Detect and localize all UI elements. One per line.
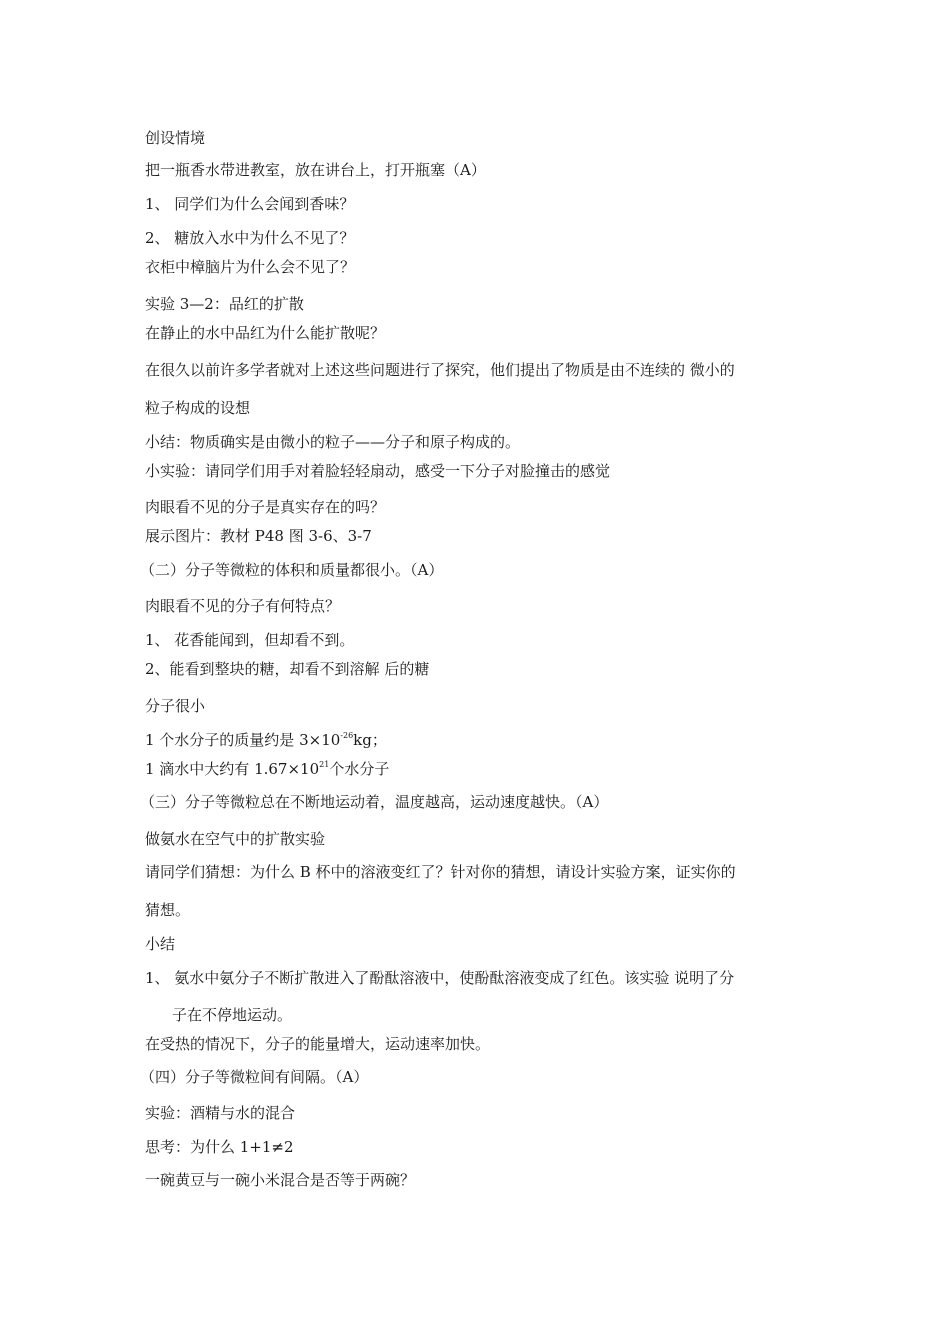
formula-unit: kg； bbox=[353, 731, 387, 749]
paragraph: 在静止的水中品红为什么能扩散呢？ bbox=[145, 324, 386, 342]
paragraph: 在受热的情况下，分子的能量增大，运动速率加快。 bbox=[145, 1035, 491, 1053]
formula-exponent: -26 bbox=[340, 731, 354, 740]
paragraph: 粒子构成的设想 bbox=[145, 399, 251, 417]
paragraph: 小实验：请同学们用手对着脸轻轻扇动，感受一下分子对脸撞击的感觉 bbox=[145, 462, 611, 480]
paragraph: 请同学们猜想：为什么 B 杯中的溶液变红了？针对你的猜想，请设计实验方案，证实你的 bbox=[145, 863, 736, 881]
section-heading: 小结 bbox=[145, 935, 176, 953]
paragraph: 在很久以前许多学者就对上述这些问题进行了探究，他们提出了物质是由不连续的 微小的 bbox=[145, 361, 735, 379]
section-heading: （三）分子等微粒总在不断地运动着，温度越高，运动速度越快。（A） bbox=[140, 793, 609, 811]
list-item: 2、 糖放入水中为什么不见了？ bbox=[145, 229, 355, 247]
paragraph: 猜想。 bbox=[145, 901, 191, 919]
list-item: 2、能看到整块的糖，却看不到溶解 后的糖 bbox=[145, 660, 430, 678]
formula-text: 1 滴水中大约有 1.67×10 bbox=[145, 760, 320, 778]
paragraph: 肉眼看不见的分子有何特点？ bbox=[145, 597, 341, 615]
paragraph: 一碗黄豆与一碗小米混合是否等于两碗？ bbox=[145, 1171, 416, 1189]
formula-line bbox=[145, 730, 387, 750]
paragraph: 小结：物质确实是由微小的粒子——分子和原子构成的。 bbox=[145, 433, 521, 451]
paragraph: 展示图片：教材 P48 图 3-6、3-7 bbox=[145, 527, 372, 545]
list-item-continuation: 子在不停地运动。 bbox=[172, 1006, 293, 1024]
paragraph: 衣柜中樟脑片为什么会不见了？ bbox=[145, 258, 356, 276]
section-heading: （二）分子等微粒的体积和质量都很小。（A） bbox=[140, 561, 444, 579]
formula-line bbox=[145, 759, 389, 779]
formula-text: 1 个水分子的质量约是 3×10 bbox=[145, 731, 341, 749]
section-heading: （四）分子等微粒间有间隔。（A） bbox=[140, 1068, 369, 1086]
paragraph: 思考：为什么 1+1≠2 bbox=[145, 1138, 294, 1156]
formula-unit: 个水分子 bbox=[329, 760, 390, 778]
list-item: 1、 氨水中氨分子不断扩散进入了酚酞溶液中，使酚酞溶液变成了红色。该实验 说明了分 bbox=[145, 969, 735, 987]
paragraph: 实验：酒精与水的混合 bbox=[145, 1104, 296, 1122]
paragraph: 分子很小 bbox=[145, 697, 206, 715]
paragraph: 实验 3—2：品红的扩散 bbox=[145, 295, 304, 313]
paragraph: 做氨水在空气中的扩散实验 bbox=[145, 830, 326, 848]
paragraph: 肉眼看不见的分子是真实存在的吗？ bbox=[145, 498, 386, 516]
paragraph: 把一瓶香水带进教室，放在讲台上，打开瓶塞（A） bbox=[145, 161, 486, 179]
formula-exponent: 21 bbox=[319, 760, 330, 769]
list-item: 1、 花香能闻到，但却看不到。 bbox=[145, 631, 355, 649]
section-heading: 创设情境 bbox=[145, 129, 206, 147]
list-item: 1、 同学们为什么会闻到香味？ bbox=[145, 195, 355, 213]
